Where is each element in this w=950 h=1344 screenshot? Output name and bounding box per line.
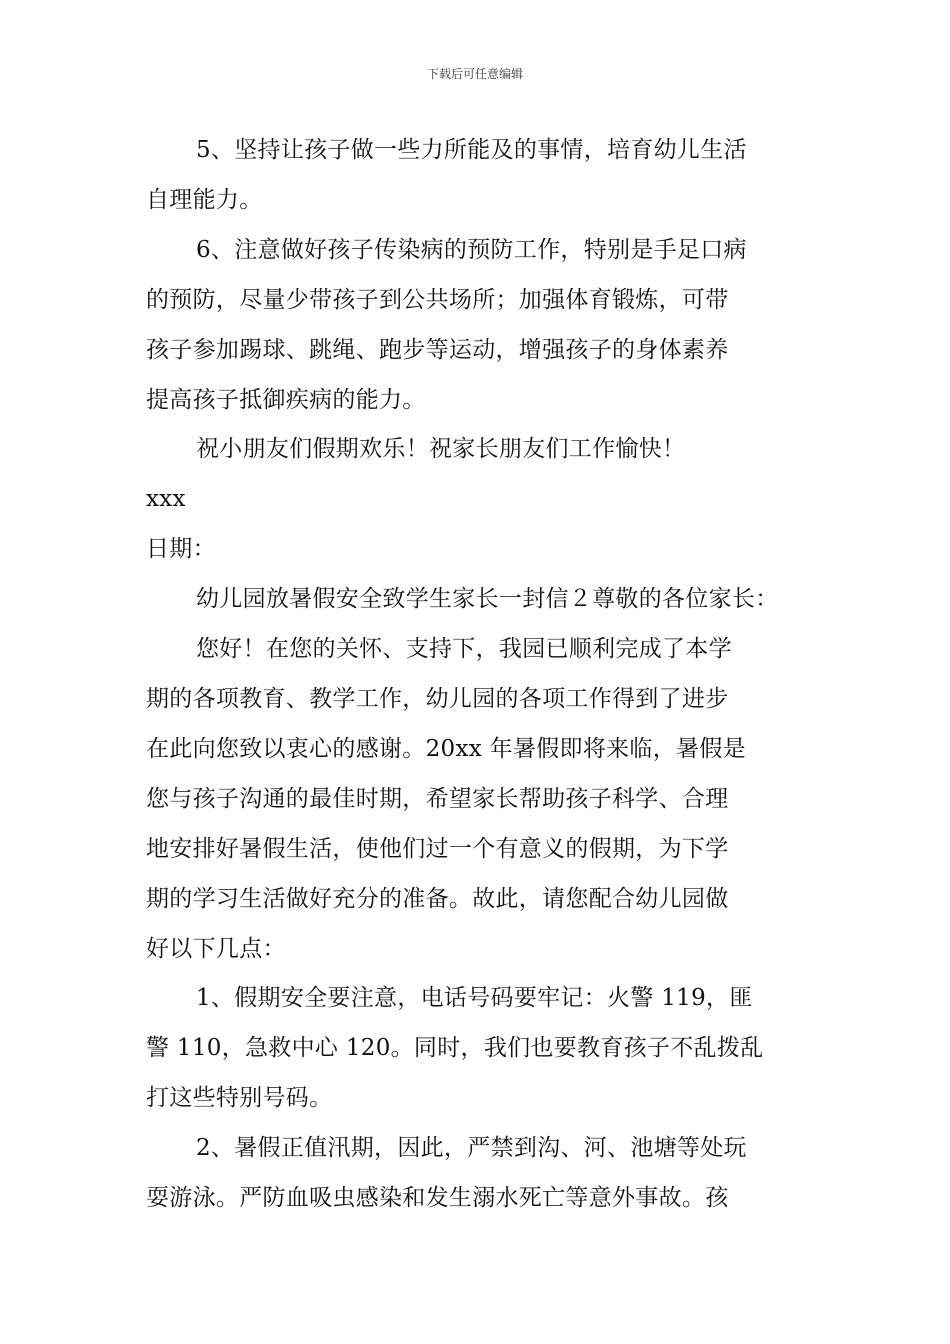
text-line: 打这些特别号码。 [146, 1085, 333, 1112]
text-line: 警 110，急救中心 120。同时，我们也要教育孩子不乱拨乱 [146, 1035, 764, 1062]
text-line: 好以下几点： [146, 935, 286, 962]
text-line: 您与孩子沟通的最佳时期，希望家长帮助孩子科学、合理 [146, 785, 729, 812]
text-line: 地安排好暑假生活，使他们过一个有意义的假期，为下学 [146, 835, 729, 862]
text-line: 祝小朋友们假期欢乐！祝家长朋友们工作愉快！ [196, 436, 686, 463]
text-line: 期的学习生活做好充分的准备。故此，请您配合幼儿园做 [146, 885, 729, 912]
text-line: 耍游泳。严防血吸虫感染和发生溺水死亡等意外事故。孩 [146, 1185, 729, 1212]
text-line: 1、假期安全要注意，电话号码要牢记：火警 119，匪 [196, 985, 753, 1012]
text-line: 幼儿园放暑假安全致学生家长一封信２尊敬的各位家长： [196, 586, 779, 613]
text-line: 日期： [146, 536, 216, 563]
text-line: 5、坚持让孩子做一些力所能及的事情，培育幼儿生活 [196, 137, 747, 163]
page-header: 下载后可任意编辑 [426, 67, 523, 81]
text-line: 6、注意做好孩子传染病的预防工作，特别是手足口病 [196, 236, 747, 263]
text-line: 期的各项教育、教学工作，幼儿园的各项工作得到了进步 [146, 685, 729, 712]
text-line: 的预防，尽量少带孩子到公共场所；加强体育锻炼，可带 [146, 286, 729, 313]
text-line: 2、暑假正值汛期，因此，严禁到沟、河、池塘等处玩 [196, 1135, 747, 1162]
text-line: xxx [146, 486, 186, 513]
text-line: 孩子参加踢球、跳绳、跑步等运动，增强孩子的身体素养 [146, 336, 729, 363]
text-line: 提高孩子抵御疾病的能力。 [146, 386, 426, 413]
text-line: 您好！在您的关怀、支持下，我园已顺利完成了本学 [196, 636, 732, 663]
text-line: 在此向您致以衷心的感谢。20xx 年暑假即将来临，暑假是 [146, 735, 746, 762]
document-body [146, 126, 814, 1224]
text-line: 自理能力。 [146, 186, 263, 213]
